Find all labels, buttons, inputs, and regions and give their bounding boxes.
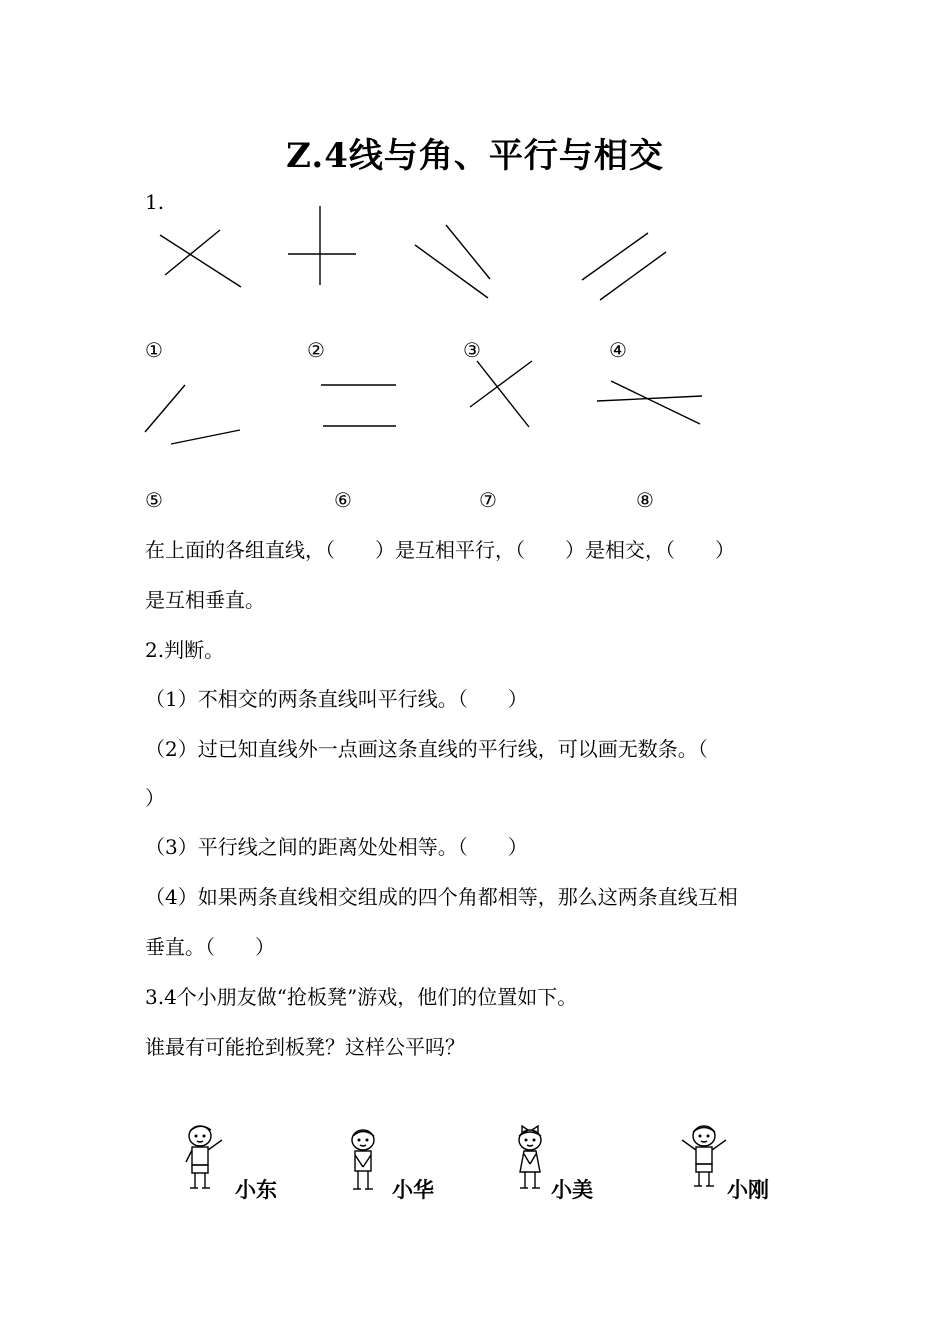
child-name-xiaohua: 小华 [392,1178,434,1202]
child-xiaodong-illustration [180,1122,230,1194]
page-title: Z.4线与角、平行与相交 [286,136,664,176]
line-figure-4 [578,228,673,308]
figure-marker-8: ⑧ [636,488,654,512]
child-xiaogang-illustration [676,1122,732,1192]
q2-item-1: （1）不相交的两条直线叫平行线。（ ） [145,687,528,711]
child-name-xiaomei: 小美 [551,1178,593,1202]
line-figure-8 [594,376,706,428]
line-figure-5 [140,380,245,450]
child-name-xiaogang: 小刚 [727,1178,769,1202]
q2-item-4: （4）如果两条直线相交组成的四个角都相等，那么这两条直线互相 [145,885,738,909]
line-figure-2 [285,200,360,290]
q2-label: 2.判断。 [145,638,225,662]
figure-marker-3: ③ [463,338,481,362]
child-name-xiaodong: 小东 [235,1178,277,1202]
q2-item-2-cont: ） [145,786,165,810]
q3-line1: 3.4个小朋友做“抢板凳”游戏，他们的位置如下。 [145,985,578,1009]
q1-label: 1. [145,190,165,214]
line-figure-3 [410,220,495,305]
figure-marker-7: ⑦ [479,488,497,512]
q1-question-line2: 是互相垂直。 [145,588,265,612]
figure-marker-2: ② [307,338,325,362]
q2-item-2: （2）过已知直线外一点画这条直线的平行线，可以画无数条。（ [145,737,708,761]
q2-item-3: （3）平行线之间的距离处处相等。（ ） [145,835,528,859]
q1-question-line1: 在上面的各组直线，（ ）是互相平行，（ ）是相交，（ ） [145,538,735,562]
figure-marker-1: ① [145,338,163,362]
figure-marker-4: ④ [609,338,627,362]
figure-marker-6: ⑥ [334,488,352,512]
line-figure-6 [318,378,400,433]
line-figure-1 [155,225,250,295]
child-xiaohua-illustration [345,1125,385,1195]
q3-line2: 谁最有可能抢到板凳？这样公平吗？ [145,1035,465,1059]
line-figure-7 [465,355,537,430]
child-xiaomei-illustration [508,1120,552,1194]
figure-marker-5: ⑤ [145,488,163,512]
q2-item-4-cont: 垂直。（ ） [145,935,275,959]
